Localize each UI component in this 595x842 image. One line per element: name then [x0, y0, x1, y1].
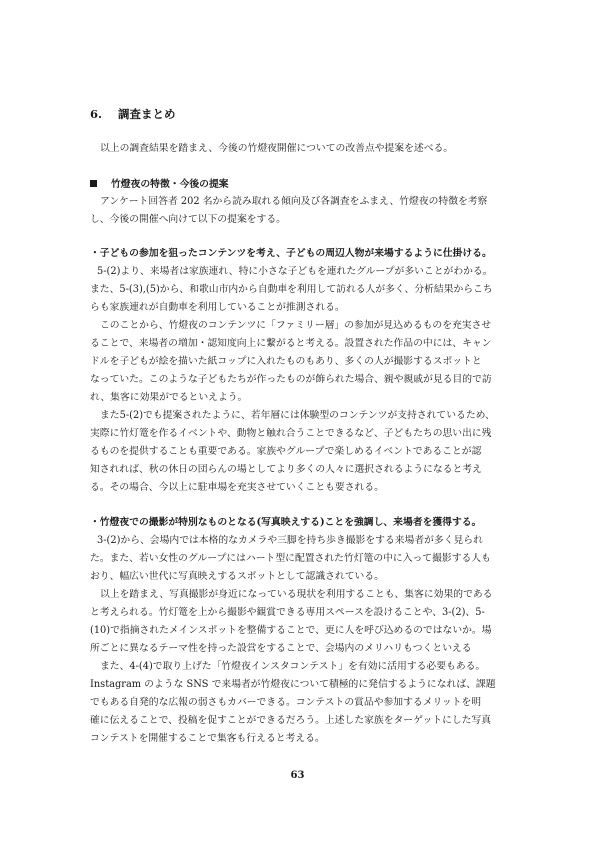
square-bullet-icon: [90, 180, 97, 187]
proposal-2-title: ・竹燈夜での撮影が特別なものとなる(写真映えする)ことを強調し、来場者を獲得する。: [90, 517, 482, 528]
proposal-2-line: でもある自発的な広報の弱さもカバーできる。コンテストの賞品や参加するメリットを明: [90, 697, 482, 708]
proposal-2-line: た。また、若い女性のグループにはハート型に配置された竹灯篭の中に入って撮影する人も: [90, 553, 491, 564]
proposal-2-line: (10)で指摘されたメインスポットを整備することで、更に人を呼び込めるのではないか。場: [90, 625, 492, 636]
proposal-1-line: れ、集客に効果がでるといえよう。: [90, 392, 248, 403]
proposal-1-line: ることで、来場者の増加・認知度向上に繋がると考える。設置された作品の中には、キャン: [90, 338, 492, 349]
proposal-1-line: 知されれば、秋の休日の団らんの場としてより多くの人々に選択されるようになると考え: [90, 464, 482, 475]
proposal-1-line: ドルを子どもが絵を描いた紙コップに入れたものもあり、多くの人が撮影するスポットと: [90, 356, 482, 367]
proposal-1-line: るものを提供することも重要である。家族やグループで楽しめるイベントであることが認: [90, 446, 482, 457]
proposal-1-line: なっていた。このような子どもたちが作ったものが飾られた場合、親や親戚が見る目的で訪: [90, 374, 492, 385]
proposal-2-line: と考えられる。竹灯篭を上から撮影や観賞できる専用スペースを設けることや、3-(2)、5-: [90, 607, 485, 618]
section-heading: [90, 106, 176, 122]
proposal-2-line: おり、幅広い世代に写真映えするスポットとして認識されている。: [90, 571, 384, 582]
proposal-1-line: らも家族連れが自動車を利用していることが推測される。: [90, 302, 345, 313]
proposal-2-line: 3-(2)から、会場内では本格的なカメラや三脚を持ち歩き撮影をする来場者が多く見られ: [97, 535, 483, 546]
proposal-1-line: また5-(2)でも提案されたように、若年層には体験型のコンテンツが支持されているため、: [100, 410, 495, 421]
intro-text: 以上の調査結果を踏まえ、今後の竹燈夜開催についての改善点や提案を述べる。: [100, 143, 454, 154]
section-number: 6.: [90, 107, 103, 121]
proposal-2-line: 以上を踏まえ、写真撮影が身近になっている現状を利用することも、集客に効果的である: [100, 589, 493, 600]
proposal-1-title: ・子どもの参加を狙ったコンテンツを考え、子どもの周辺人物が来場するように仕掛ける。: [90, 248, 492, 259]
proposal-2-line: また、4-(4)で取り上げた「竹燈夜インスタコンテスト」を有効に活用する必要もある。: [100, 661, 486, 672]
proposal-1-line: る。その場合、今以上に駐車場を充実させていくことも要される。: [90, 482, 384, 493]
proposal-1-line: また、5-(3),(5)から、和歌山市内から自動車を利用して訪れる人が多く、分析結果からこち: [90, 284, 493, 295]
subsection-line: し、今後の開催へ向けて以下の提案をする。: [90, 214, 286, 225]
subsection-heading: [90, 176, 229, 190]
section-title: 調査まとめ: [118, 107, 176, 121]
subsection-title: 竹燈夜の特徴・今後の提案: [111, 179, 229, 190]
proposal-1-line: 実際に竹灯篭を作るイベントや、動物と触れ合うことできるなど、子どもたちの思い出に残: [90, 428, 492, 439]
proposal-2-line: Instagram のような SNS で来場者が竹燈夜について積極的に発信するようになれば、課題: [90, 679, 496, 690]
proposal-2-line: 所ごとに異なるテーマ性を持った設営をすることで、会場内のメリハリもつくといえる: [90, 643, 472, 654]
proposal-1-line: 5-(2)より、来場者は家族連れ、特に小さな子どもを連れたグループが多いことがわかる。: [97, 266, 493, 277]
proposal-1-line: このことから、竹燈夜のコンテンツに「ファミリー層」の参加が見込めるものを充実させ: [100, 320, 492, 331]
page-number: 63: [290, 770, 305, 781]
proposal-2-line: コンテストを開催することで集客も行えると考える。: [90, 733, 325, 744]
subsection-line: アンケート回答者 202 名から読み取れる傾向及び各調査をふまえ、竹燈夜の特徴を考察: [100, 196, 488, 207]
proposal-2-line: 確に伝えることで、投稿を促すことができるだろう。上述した家族をターゲットにした写真: [90, 715, 492, 726]
